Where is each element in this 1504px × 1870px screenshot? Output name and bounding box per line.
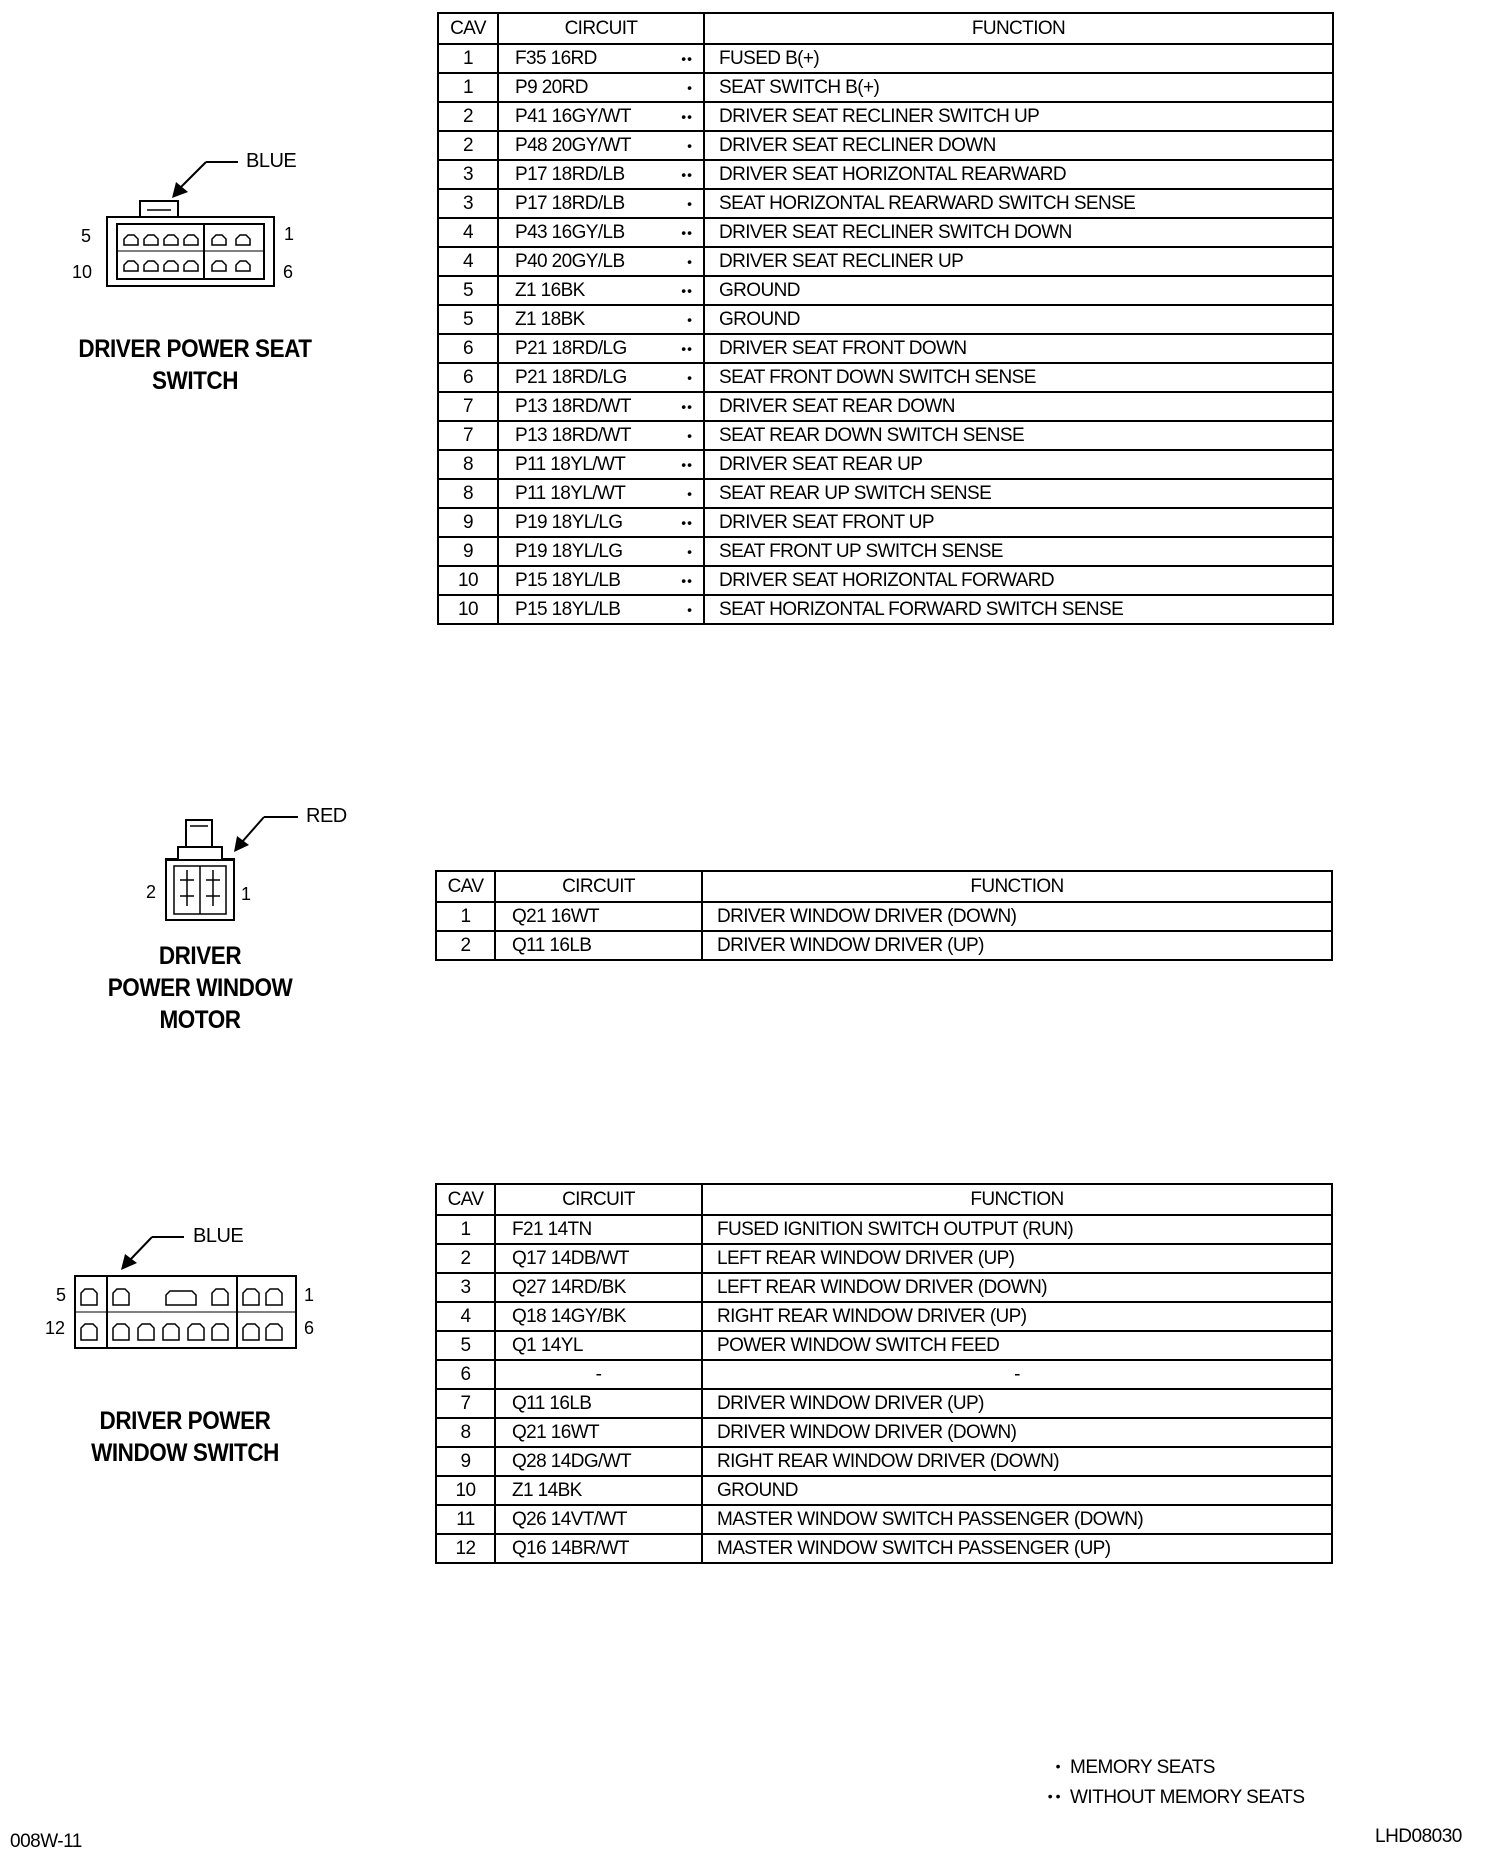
circuit-code: Q28 14DG/WT bbox=[512, 1450, 632, 1472]
cav-cell: 6 bbox=[438, 363, 498, 392]
cav-cell: 5 bbox=[436, 1331, 495, 1360]
table-row bbox=[436, 1447, 1332, 1476]
function-cell: SEAT FRONT DOWN SWITCH SENSE bbox=[704, 363, 1333, 392]
pin-label: 1 bbox=[241, 884, 252, 904]
pin-label: 6 bbox=[283, 262, 294, 282]
header-circuit: CIRCUIT bbox=[498, 13, 704, 44]
cav-cell: 10 bbox=[436, 1476, 495, 1505]
function-cell: SEAT REAR DOWN SWITCH SENSE bbox=[704, 421, 1333, 450]
circuit-cell bbox=[498, 189, 704, 218]
bullet-icon: • bbox=[1055, 1758, 1060, 1774]
legend-item: • MEMORY SEATS bbox=[1016, 1757, 1305, 1787]
circuit-cell bbox=[495, 1302, 702, 1331]
circuit-code: P11 18YL/WT bbox=[515, 453, 626, 475]
cav-cell: 10 bbox=[438, 595, 498, 624]
pinout-table bbox=[435, 1183, 1333, 1564]
bullet-icon: • • bbox=[1047, 1788, 1060, 1804]
table-row bbox=[436, 1244, 1332, 1273]
seat-option-dots-icon: •• bbox=[681, 166, 693, 183]
function-cell: RIGHT REAR WINDOW DRIVER (DOWN) bbox=[702, 1447, 1332, 1476]
table-row bbox=[436, 1476, 1332, 1505]
table-row bbox=[436, 1302, 1332, 1331]
cav-cell: 3 bbox=[436, 1273, 495, 1302]
circuit-code: F35 16RD bbox=[515, 47, 597, 69]
pin-label: 12 bbox=[45, 1318, 66, 1338]
cav-cell: 4 bbox=[438, 218, 498, 247]
cav-cell: 8 bbox=[438, 479, 498, 508]
circuit-code: P15 18YL/LB bbox=[515, 598, 621, 620]
circuit-code: P17 18RD/LB bbox=[515, 192, 625, 214]
table-row bbox=[438, 537, 1333, 566]
table-row bbox=[438, 595, 1333, 624]
pinout-table bbox=[437, 12, 1334, 625]
table-row bbox=[438, 189, 1333, 218]
function-cell: SEAT REAR UP SWITCH SENSE bbox=[704, 479, 1333, 508]
cav-cell: 1 bbox=[436, 1215, 495, 1244]
function-cell: DRIVER SEAT RECLINER UP bbox=[704, 247, 1333, 276]
header-function: FUNCTION bbox=[702, 871, 1332, 902]
function-cell: SEAT FRONT UP SWITCH SENSE bbox=[704, 537, 1333, 566]
circuit-code: P13 18RD/WT bbox=[515, 395, 631, 417]
seat-option-dots-icon: • bbox=[687, 543, 693, 560]
function-cell: DRIVER WINDOW DRIVER (DOWN) bbox=[702, 1418, 1332, 1447]
circuit-cell bbox=[498, 508, 704, 537]
seat-option-dots-icon: • bbox=[687, 195, 693, 212]
circuit-cell bbox=[495, 1360, 702, 1389]
circuit-cell bbox=[498, 218, 704, 247]
circuit-code: Z1 18BK bbox=[515, 308, 585, 330]
cav-cell: 1 bbox=[438, 44, 498, 73]
cav-cell: 3 bbox=[438, 160, 498, 189]
table-row bbox=[438, 566, 1333, 595]
function-cell: FUSED IGNITION SWITCH OUTPUT (RUN) bbox=[702, 1215, 1332, 1244]
table-header-row bbox=[438, 13, 1333, 44]
circuit-code: Q17 14DB/WT bbox=[512, 1247, 629, 1269]
function-cell: DRIVER SEAT RECLINER DOWN bbox=[704, 131, 1333, 160]
seat-option-dots-icon: •• bbox=[681, 514, 693, 531]
circuit-cell bbox=[498, 305, 704, 334]
window-switch-connector-icon bbox=[0, 0, 1, 1]
table-row bbox=[438, 218, 1333, 247]
header-function: FUNCTION bbox=[704, 13, 1333, 44]
figure-code-right: LHD08030 bbox=[1375, 1826, 1462, 1847]
circuit-cell bbox=[495, 1389, 702, 1418]
circuit-code: P48 20GY/WT bbox=[515, 134, 631, 156]
cav-cell: 6 bbox=[438, 334, 498, 363]
circuit-cell bbox=[498, 363, 704, 392]
function-cell: SEAT SWITCH B(+) bbox=[704, 73, 1333, 102]
circuit-code: Q11 16LB bbox=[512, 934, 592, 956]
circuit-code: Q18 14GY/BK bbox=[512, 1305, 626, 1327]
function-cell: LEFT REAR WINDOW DRIVER (DOWN) bbox=[702, 1273, 1332, 1302]
seat-option-dots-icon: • bbox=[687, 427, 693, 444]
seat-option-dots-icon: •• bbox=[681, 50, 693, 67]
seat-option-dots-icon: •• bbox=[681, 340, 693, 357]
cav-cell: 10 bbox=[438, 566, 498, 595]
seat-option-dots-icon: •• bbox=[681, 572, 693, 589]
function-cell: FUSED B(+) bbox=[704, 44, 1333, 73]
circuit-cell bbox=[495, 902, 702, 931]
circuit-code: Q16 14BR/WT bbox=[512, 1537, 629, 1559]
circuit-cell bbox=[498, 44, 704, 73]
circuit-code: P11 18YL/WT bbox=[515, 482, 626, 504]
legend bbox=[1016, 1757, 1305, 1817]
circuit-cell bbox=[495, 1418, 702, 1447]
circuit-code: Z1 16BK bbox=[515, 279, 585, 301]
cav-cell: 7 bbox=[438, 392, 498, 421]
circuit-cell bbox=[498, 276, 704, 305]
table-row bbox=[436, 1215, 1332, 1244]
cav-cell: 7 bbox=[438, 421, 498, 450]
function-cell: DRIVER WINDOW DRIVER (DOWN) bbox=[702, 902, 1332, 931]
function-cell: - bbox=[702, 1360, 1332, 1389]
header-cav: CAV bbox=[436, 1184, 495, 1215]
header-cav: CAV bbox=[436, 871, 495, 902]
connector-color-label: BLUE bbox=[193, 1225, 244, 1247]
cav-cell: 2 bbox=[438, 102, 498, 131]
function-cell: DRIVER SEAT HORIZONTAL FORWARD bbox=[704, 566, 1333, 595]
connector-title: DRIVER POWER SEAT SWITCH bbox=[78, 335, 312, 395]
cav-cell: 2 bbox=[436, 931, 495, 960]
figure-code-left: 008W-11 bbox=[10, 1831, 82, 1852]
circuit-cell bbox=[498, 131, 704, 160]
pin-label: 5 bbox=[81, 226, 92, 246]
circuit-cell bbox=[495, 1215, 702, 1244]
circuit-code: Q1 14YL bbox=[512, 1334, 583, 1356]
table-row bbox=[436, 931, 1332, 960]
table-row bbox=[438, 392, 1333, 421]
seat-option-dots-icon: • bbox=[687, 601, 693, 618]
table-row bbox=[438, 363, 1333, 392]
header-circuit: CIRCUIT bbox=[495, 1184, 702, 1215]
circuit-code: P43 16GY/LB bbox=[515, 221, 625, 243]
function-cell: DRIVER WINDOW DRIVER (UP) bbox=[702, 1389, 1332, 1418]
circuit-cell bbox=[495, 1331, 702, 1360]
circuit-code: - bbox=[595, 1363, 602, 1385]
circuit-code: P41 16GY/WT bbox=[515, 105, 631, 127]
circuit-cell bbox=[498, 160, 704, 189]
function-cell: DRIVER SEAT REAR UP bbox=[704, 450, 1333, 479]
table-row bbox=[436, 1360, 1332, 1389]
table-row bbox=[436, 902, 1332, 931]
cav-cell: 9 bbox=[436, 1447, 495, 1476]
seat-option-dots-icon: •• bbox=[681, 398, 693, 415]
function-cell: MASTER WINDOW SWITCH PASSENGER (UP) bbox=[702, 1534, 1332, 1563]
table-row bbox=[436, 1389, 1332, 1418]
circuit-code: Q21 16WT bbox=[512, 1421, 600, 1443]
cav-cell: 2 bbox=[438, 131, 498, 160]
header-function: FUNCTION bbox=[702, 1184, 1332, 1215]
cav-cell: 1 bbox=[438, 73, 498, 102]
cav-cell: 6 bbox=[436, 1360, 495, 1389]
table-row bbox=[438, 247, 1333, 276]
table-row bbox=[438, 421, 1333, 450]
table-header-row bbox=[436, 871, 1332, 902]
connector-title: DRIVER POWER WINDOW MOTOR bbox=[107, 942, 293, 1034]
circuit-code: P19 18YL/LG bbox=[515, 511, 623, 533]
header-cav: CAV bbox=[438, 13, 498, 44]
circuit-code: P40 20GY/LB bbox=[515, 250, 625, 272]
circuit-code: F21 14TN bbox=[512, 1218, 592, 1240]
cav-cell: 9 bbox=[438, 508, 498, 537]
cav-cell: 2 bbox=[436, 1244, 495, 1273]
circuit-cell bbox=[498, 247, 704, 276]
function-cell: DRIVER SEAT REAR DOWN bbox=[704, 392, 1333, 421]
circuit-cell bbox=[495, 1273, 702, 1302]
circuit-code: P17 18RD/LB bbox=[515, 163, 625, 185]
cav-cell: 4 bbox=[436, 1302, 495, 1331]
seat-option-dots-icon: •• bbox=[681, 224, 693, 241]
function-cell: DRIVER SEAT HORIZONTAL REARWARD bbox=[704, 160, 1333, 189]
function-cell: SEAT HORIZONTAL REARWARD SWITCH SENSE bbox=[704, 189, 1333, 218]
function-cell: GROUND bbox=[704, 305, 1333, 334]
function-cell: POWER WINDOW SWITCH FEED bbox=[702, 1331, 1332, 1360]
pin-label: 2 bbox=[146, 882, 157, 902]
seat-option-dots-icon: •• bbox=[681, 108, 693, 125]
cav-cell: 5 bbox=[438, 276, 498, 305]
cav-cell: 11 bbox=[436, 1505, 495, 1534]
circuit-cell bbox=[495, 1476, 702, 1505]
circuit-cell bbox=[498, 479, 704, 508]
circuit-cell bbox=[498, 73, 704, 102]
table-row bbox=[438, 131, 1333, 160]
circuit-code: P9 20RD bbox=[515, 76, 588, 98]
function-cell: DRIVER SEAT FRONT UP bbox=[704, 508, 1333, 537]
circuit-cell bbox=[495, 1447, 702, 1476]
function-cell: LEFT REAR WINDOW DRIVER (UP) bbox=[702, 1244, 1332, 1273]
circuit-code: Q27 14RD/BK bbox=[512, 1276, 626, 1298]
table-row bbox=[438, 508, 1333, 537]
cav-cell: 9 bbox=[438, 537, 498, 566]
seat-option-dots-icon: • bbox=[687, 369, 693, 386]
pin-label: 5 bbox=[56, 1285, 67, 1305]
circuit-code: Q21 16WT bbox=[512, 905, 600, 927]
circuit-cell bbox=[498, 595, 704, 624]
table-row bbox=[438, 44, 1333, 73]
circuit-code: P21 18RD/LG bbox=[515, 366, 627, 388]
function-cell: MASTER WINDOW SWITCH PASSENGER (DOWN) bbox=[702, 1505, 1332, 1534]
seat-option-dots-icon: • bbox=[687, 79, 693, 96]
table-row bbox=[438, 73, 1333, 102]
connector-color-label: BLUE bbox=[246, 150, 297, 172]
circuit-cell bbox=[498, 450, 704, 479]
table-row bbox=[436, 1273, 1332, 1302]
table-row bbox=[436, 1331, 1332, 1360]
circuit-cell bbox=[498, 334, 704, 363]
circuit-cell bbox=[495, 1534, 702, 1563]
circuit-code: Q11 16LB bbox=[512, 1392, 592, 1414]
seat-option-dots-icon: • bbox=[687, 311, 693, 328]
table-row bbox=[438, 450, 1333, 479]
circuit-code: P15 18YL/LB bbox=[515, 569, 621, 591]
function-cell: SEAT HORIZONTAL FORWARD SWITCH SENSE bbox=[704, 595, 1333, 624]
connector-title: DRIVER POWER WINDOW SWITCH bbox=[91, 1407, 279, 1467]
circuit-cell bbox=[498, 421, 704, 450]
cav-cell: 5 bbox=[438, 305, 498, 334]
cav-cell: 8 bbox=[436, 1418, 495, 1447]
circuit-code: P19 18YL/LG bbox=[515, 540, 623, 562]
function-cell: RIGHT REAR WINDOW DRIVER (UP) bbox=[702, 1302, 1332, 1331]
circuit-code: P13 18RD/WT bbox=[515, 424, 631, 446]
seat-option-dots-icon: • bbox=[687, 485, 693, 502]
circuit-code: Z1 14BK bbox=[512, 1479, 582, 1501]
connector-color-label: RED bbox=[306, 805, 347, 827]
table-row bbox=[438, 334, 1333, 363]
function-cell: GROUND bbox=[704, 276, 1333, 305]
legend-item: • • WITHOUT MEMORY SEATS bbox=[1016, 1787, 1305, 1817]
function-cell: DRIVER WINDOW DRIVER (UP) bbox=[702, 931, 1332, 960]
circuit-cell bbox=[495, 1505, 702, 1534]
seat-option-dots-icon: • bbox=[687, 137, 693, 154]
circuit-cell bbox=[498, 392, 704, 421]
pin-label: 1 bbox=[304, 1285, 315, 1305]
cav-cell: 1 bbox=[436, 902, 495, 931]
circuit-cell bbox=[498, 566, 704, 595]
circuit-code: Q26 14VT/WT bbox=[512, 1508, 627, 1530]
table-row bbox=[438, 276, 1333, 305]
header-circuit: CIRCUIT bbox=[495, 871, 702, 902]
pin-label: 10 bbox=[72, 262, 93, 282]
seat-option-dots-icon: •• bbox=[681, 282, 693, 299]
table-row bbox=[438, 479, 1333, 508]
cav-cell: 7 bbox=[436, 1389, 495, 1418]
table-header-row bbox=[436, 1184, 1332, 1215]
circuit-code: P21 18RD/LG bbox=[515, 337, 627, 359]
function-cell: GROUND bbox=[702, 1476, 1332, 1505]
pin-label: 1 bbox=[284, 224, 295, 244]
function-cell: DRIVER SEAT FRONT DOWN bbox=[704, 334, 1333, 363]
cav-cell: 3 bbox=[438, 189, 498, 218]
table-row bbox=[438, 305, 1333, 334]
circuit-cell bbox=[498, 102, 704, 131]
pin-label: 6 bbox=[304, 1318, 315, 1338]
cav-cell: 4 bbox=[438, 247, 498, 276]
cav-cell: 8 bbox=[438, 450, 498, 479]
circuit-cell bbox=[495, 1244, 702, 1273]
circuit-cell bbox=[498, 537, 704, 566]
table-row bbox=[436, 1418, 1332, 1447]
cav-cell: 12 bbox=[436, 1534, 495, 1563]
circuit-cell bbox=[495, 931, 702, 960]
function-cell: DRIVER SEAT RECLINER SWITCH DOWN bbox=[704, 218, 1333, 247]
table-row bbox=[436, 1534, 1332, 1563]
seat-option-dots-icon: • bbox=[687, 253, 693, 270]
table-row bbox=[436, 1505, 1332, 1534]
function-cell: DRIVER SEAT RECLINER SWITCH UP bbox=[704, 102, 1333, 131]
seat-option-dots-icon: •• bbox=[681, 456, 693, 473]
pinout-table bbox=[435, 870, 1333, 961]
table-row bbox=[438, 102, 1333, 131]
table-row bbox=[438, 160, 1333, 189]
